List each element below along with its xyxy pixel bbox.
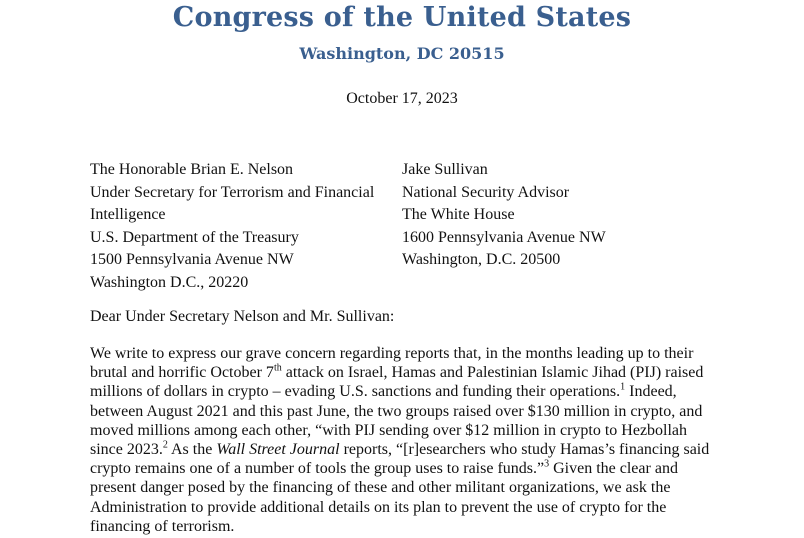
text-run: crypto remains one of a number of tools the group uses to raise funds.” (90, 460, 545, 478)
body-line: present danger posed by the financing of these and other militant organizations, we ask the (90, 479, 671, 497)
footnote-marker[interactable]: 3 (544, 458, 550, 470)
footnote-marker[interactable]: 2 (162, 439, 168, 451)
address-line: Intelligence (90, 206, 166, 223)
address-line: Jake Sullivan (402, 161, 488, 178)
salutation: Dear Under Secretary Nelson and Mr. Sullivan: (90, 308, 395, 325)
body-line (90, 440, 722, 459)
letterhead-title: Congress of the United States (172, 2, 632, 33)
address-line: 1500 Pennsylvania Avenue NW (90, 251, 294, 268)
body-line (90, 459, 722, 478)
text-run: reports, “[r]esearchers who study Hamas’s financing said (339, 441, 710, 459)
text-run: As the (167, 441, 217, 459)
text-run: since 2023. (90, 441, 163, 459)
ordinal-superscript: th (273, 362, 282, 374)
text-run: attack on Israel, Hamas and Palestinian Islamic Jihad (PIJ) raised (281, 364, 704, 382)
body-paragraph (90, 344, 722, 536)
address-line: The White House (402, 206, 515, 223)
body-line: We write to express our grave concern regarding reports that, in the months leading up to their (90, 345, 694, 362)
address-line: Washington D.C., 20220 (90, 273, 249, 291)
text-run: brutal and horrific October 7 (90, 364, 274, 382)
footnote-marker[interactable]: 1 (620, 382, 626, 394)
text-run: Given the clear and (549, 460, 678, 478)
text-run: millions of dollars in crypto – evading U.S. sanctions and funding their operations. (90, 383, 621, 401)
letterhead-subtitle: Washington, DC 20515 (299, 44, 505, 63)
body-line: Administration to provide additional details on its plan to prevent the use of crypto for the (90, 498, 667, 516)
recipient-left-address (90, 159, 374, 294)
body-line (90, 382, 722, 401)
address-line: U.S. Department of the Treasury (90, 228, 299, 246)
publication-name: Wall Street Journal (216, 441, 340, 459)
address-line: National Security Advisor (402, 183, 570, 201)
text-run: Indeed, (625, 383, 677, 401)
body-line (90, 363, 722, 382)
recipient-right-address (402, 159, 606, 272)
address-line: Washington, D.C. 20500 (402, 251, 561, 268)
body-line: financing of terrorism. (90, 517, 235, 535)
body-line: moved millions among each other, “with PIJ sending over $12 million in crypto to Hezbollah (90, 421, 688, 439)
address-line: The Honorable Brian E. Nelson (90, 161, 294, 178)
address-line: Under Secretary for Terrorism and Financial (90, 183, 375, 201)
address-line: 1600 Pennsylvania Avenue NW (402, 228, 606, 246)
body-line: between August 2021 and this past June, the two groups raised over $130 million in crypto, and (90, 402, 703, 420)
letter-date: October 17, 2023 (346, 90, 458, 107)
